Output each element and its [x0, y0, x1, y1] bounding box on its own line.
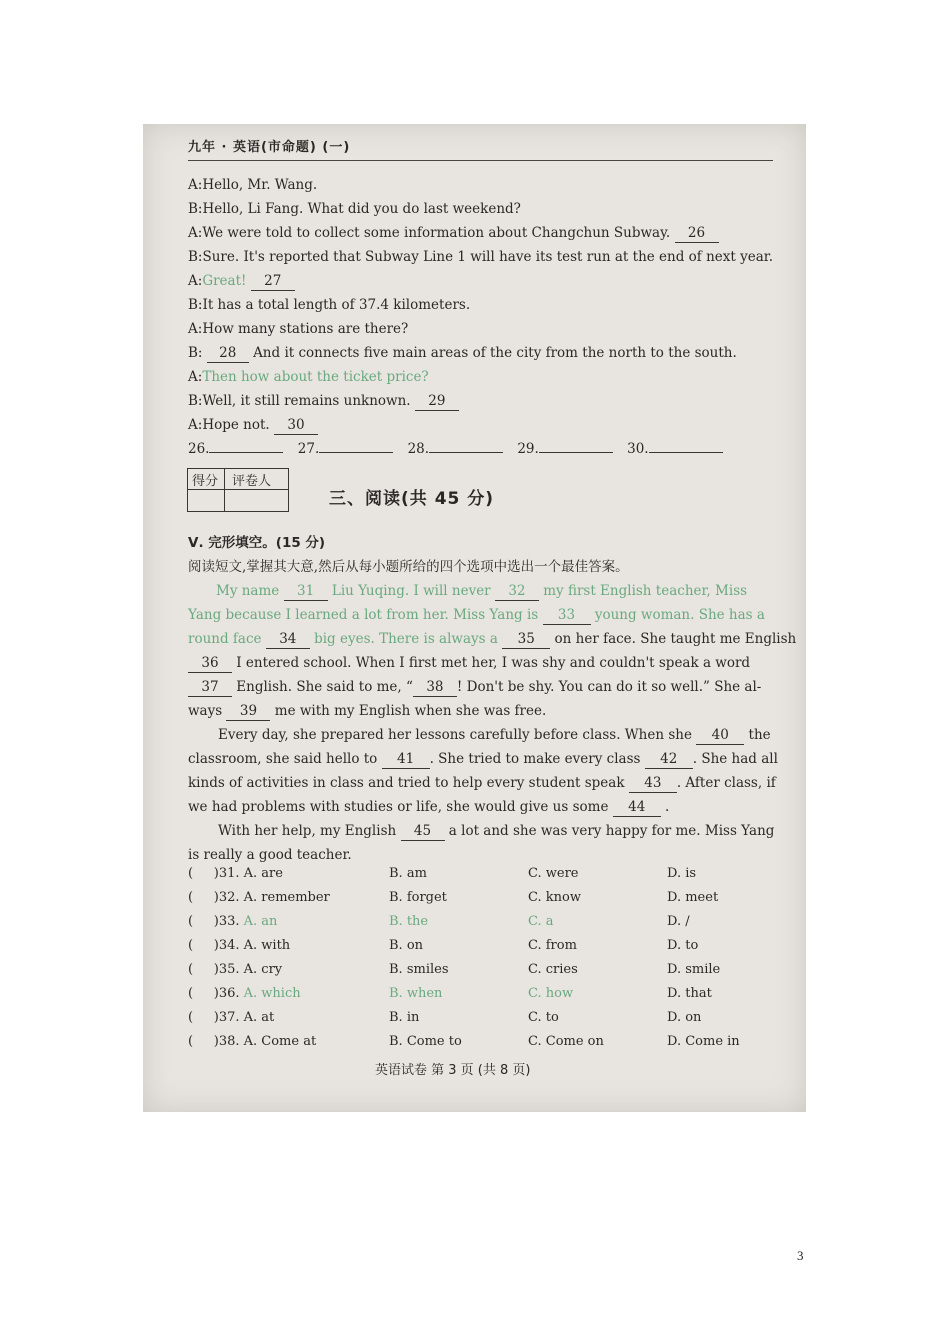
option-d: D. to	[667, 938, 699, 953]
option-b: B. on	[389, 938, 424, 953]
option-c: C. Come on	[528, 1034, 604, 1049]
option-b: B. Come to	[389, 1034, 462, 1049]
option-b: B. when	[389, 986, 443, 1001]
option-c: C. how	[528, 986, 574, 1001]
option-row-number: ( )37. A. at	[188, 1010, 275, 1025]
passage-line: ways 39 me with my English when she was free.	[188, 703, 547, 719]
dialogue-line: B:It has a total length of 37.4 kilometers.	[188, 297, 471, 313]
passage-line: we had problems with studies or life, she would give us some 44 .	[188, 799, 670, 815]
option-a: A. are	[239, 866, 283, 881]
option-d: D. /	[667, 914, 690, 929]
option-b: B. the	[389, 914, 429, 929]
passage-line: kinds of activities in class and tried to help every student speak 43 . After class, if	[188, 775, 776, 791]
cloze-heading: Ⅴ. 完形填空。(15 分)	[188, 535, 326, 551]
option-c: C. from	[528, 938, 577, 953]
cloze-instruction: 阅读短文,掌握其大意,然后从每小题所给的四个选项中选出一个最佳答案。	[188, 559, 629, 575]
option-row-number: ( )36. A. which	[188, 986, 301, 1001]
option-a: A. with	[239, 938, 291, 953]
option-row-number: ( )32. A. remember	[188, 890, 330, 905]
dialogue-line: A:Then how about the ticket price?	[188, 369, 429, 385]
blank-29: 29	[415, 392, 459, 411]
blank-27: 27	[251, 272, 295, 291]
option-row-number: ( )35. A. cry	[188, 962, 283, 977]
option-b: B. forget	[389, 890, 447, 905]
option-c: C. know	[528, 890, 581, 905]
option-row-number: ( )33. A. an	[188, 914, 278, 929]
dialogue-line: A:We were told to collect some information about Changchun Subway. 26	[188, 224, 719, 243]
page-footer: 英语试卷 第 3 页 (共 8 页)	[375, 1063, 531, 1078]
answer-line: 26. 27. 28. 29. 30.	[188, 440, 723, 458]
option-a: A. an	[239, 914, 278, 929]
passage-line: Yang because I learned a lot from her. Miss Yang is 33 young woman. She has a	[188, 607, 765, 623]
blank-30: 30	[274, 416, 318, 435]
option-d: D. on	[667, 1010, 702, 1025]
passage-line: round face 34 big eyes. There is always a 35 on her face. She taught me English	[188, 631, 797, 647]
passage-line: classroom, she said hello to 41 . She tried to make every class 42 . She had all	[188, 751, 778, 767]
passage-line: is really a good teacher.	[188, 847, 352, 863]
option-row-number: ( )34. A. with	[188, 938, 291, 953]
dialogue-line: A:Great! 27	[188, 272, 295, 291]
option-d: D. Come in	[667, 1034, 740, 1049]
passage-line: With her help, my English 45 a lot and she was very happy for me. Miss Yang	[218, 823, 775, 839]
option-c: C. were	[528, 866, 579, 881]
dialogue-line: A:Hello, Mr. Wang.	[188, 177, 318, 193]
passage-line: Every day, she prepared her lessons carefully before class. When she 40 the	[218, 727, 771, 743]
option-a: A. Come at	[239, 1034, 317, 1049]
passage-line: 37 English. She said to me, “ 38 ! Don't be shy. You can do it so well.” She al-	[188, 678, 761, 697]
option-b: B. am	[389, 866, 427, 881]
score-label: 得分	[192, 474, 219, 489]
blank-26: 26	[675, 224, 719, 243]
dialogue-line: B: 28 And it connects five main areas of the city from the north to the south.	[188, 345, 737, 361]
option-a: A. cry	[239, 962, 283, 977]
grader-label: 评卷人	[232, 474, 272, 489]
score-box	[187, 468, 289, 512]
option-row-number: ( )31. A. are	[188, 866, 283, 881]
option-d: D. smile	[667, 962, 721, 977]
blank-28: 28	[207, 344, 249, 363]
scanned-page	[143, 124, 806, 1112]
option-c: C. a	[528, 914, 554, 929]
option-c: C. cries	[528, 962, 578, 977]
dialogue-line: B:Well, it still remains unknown. 29	[188, 392, 459, 411]
option-d: D. that	[667, 986, 712, 1001]
page-number: 3	[797, 1248, 804, 1263]
option-a: A. which	[239, 986, 301, 1001]
option-b: B. in	[389, 1010, 420, 1025]
option-b: B. smiles	[389, 962, 449, 977]
section-title: 三、阅读(共 45 分)	[329, 489, 495, 509]
passage-line: My name 31 Liu Yuqing. I will never 32 my first English teacher, Miss	[216, 583, 748, 599]
dialogue-line: B:Sure. It's reported that Subway Line 1 will have its test run at the end of next year.	[188, 249, 774, 265]
dialogue-line: A:How many stations are there?	[188, 321, 409, 337]
option-row-number: ( )38. A. Come at	[188, 1034, 317, 1049]
dialogue-line: A:Hope not. 30	[188, 416, 318, 435]
header-rule	[188, 160, 773, 161]
option-d: D. is	[667, 866, 697, 881]
option-a: A. at	[239, 1010, 275, 1025]
dialogue-line: B:Hello, Li Fang. What did you do last weekend?	[188, 201, 521, 217]
option-c: C. to	[528, 1010, 559, 1025]
page-header: 九年 · 英语(市命题) (一)	[188, 140, 351, 155]
passage-line: 36 I entered school. When I first met her, I was shy and couldn't speak a word	[188, 654, 750, 673]
option-d: D. meet	[667, 890, 719, 905]
option-a: A. remember	[239, 890, 330, 905]
